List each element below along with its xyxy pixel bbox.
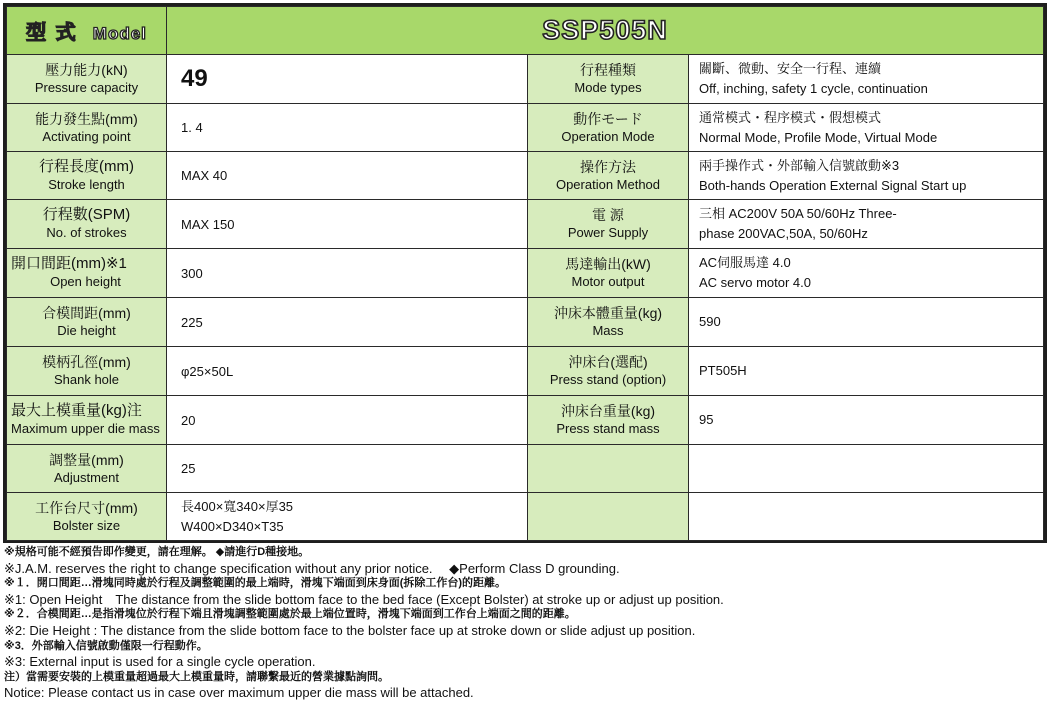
label-zh: 合模間距(mm): [42, 305, 131, 321]
label-operation-method: [528, 152, 689, 200]
label-zh: 行程數(SPM): [42, 206, 131, 223]
value-empty-right: [689, 493, 1044, 541]
label-shank-hole: [7, 347, 167, 396]
label-en: Adjustment: [53, 469, 120, 485]
value-shank-hole: φ25×50L: [167, 347, 528, 396]
label-en: Motor output: [571, 274, 645, 289]
notes: [4, 545, 1049, 701]
label-en: Press stand mass: [556, 421, 660, 436]
label-zh: 電 源: [592, 207, 624, 223]
value-zh: 關斷、微動、安全一行程、連續: [699, 61, 882, 76]
note-line: ※3: External input is used for a single cycle operation.: [4, 654, 316, 670]
value-adjustment: 25: [167, 445, 528, 493]
label-zh: 行程種類: [580, 62, 636, 78]
label-bolster-size: [7, 493, 167, 541]
spec-row: [7, 396, 1044, 445]
label-zh: 工作台尺寸(mm): [35, 499, 138, 516]
label-zh: 動作モード: [573, 110, 643, 127]
note-line: ※3．外部輸入信號啟動僅限一行程動作。: [4, 639, 208, 652]
note-line: ※１．開口間距…滑塊同時處於行程及調整範圍的最上端時，滑塊下端面到床身面(拆除工作台)的距離。: [4, 577, 507, 590]
value-open-height: 300: [167, 249, 528, 298]
spec-table: [3, 3, 1047, 543]
label-open-height: [7, 249, 167, 298]
label-zh: 沖床台重量(kg): [560, 403, 656, 419]
value-operation-mode: [689, 104, 1044, 152]
note-line: ※1: Open Height The distance from the slide bottom face to the bed face (Except Bolster) at stroke up or adjust up position.: [4, 591, 724, 607]
label-adjustment: [7, 445, 167, 493]
note-line: ※２．合模間距…是指滑塊位於行程下端且滑塊調整範圍處於最上端位置時，滑塊下端面到工作台上端面之間的距離。: [4, 608, 576, 621]
spec-row: [7, 493, 1044, 541]
label-activating-point: [7, 104, 167, 152]
note-line: ※規格可能不經預告即作變更，請在理解。 ◆請進行D種接地。: [4, 546, 310, 558]
label-mode-types: [528, 55, 689, 104]
value-zh: 兩手操作式・外部輸入信號啟動※3: [699, 157, 900, 173]
note-line: ※2: Die Height : The distance from the slide bottom face to the bolster face up at stroke down or slide adjust up position.: [4, 622, 696, 638]
value-pressure-capacity: 49: [167, 55, 528, 104]
label-max-upper-die-mass: [7, 396, 167, 445]
model-label-zh: 型 式: [26, 22, 78, 44]
label-en: Bolster size: [52, 517, 121, 533]
value-no-of-strokes: MAX 150: [167, 200, 528, 249]
label-en: Mode types: [574, 80, 642, 95]
spec-row: [7, 104, 1044, 152]
value-zh: AC伺服馬達 4.0: [699, 255, 791, 270]
value-zh: 三相 AC200V 50A 50/60Hz Three-: [699, 206, 897, 221]
label-empty-right: [528, 445, 689, 493]
note-line: ※J.A.M. reserves the right to change specification without any prior notice. ◆Perform Class D grounding.: [4, 560, 620, 576]
label-stroke-length: [7, 152, 167, 200]
label-press-stand-mass: [528, 396, 689, 445]
label-mass: [528, 298, 689, 347]
spec-row: [7, 249, 1044, 298]
value-en: AC servo motor 4.0: [699, 275, 811, 290]
label-en: No. of strokes: [46, 225, 127, 240]
label-en: Press stand (option): [549, 372, 667, 387]
label-en: Maximum upper die mass: [11, 421, 160, 436]
value-mass: 590: [689, 298, 1044, 347]
value-max-upper-die-mass: 20: [167, 396, 528, 445]
value-press-stand-option: PT505H: [689, 347, 1044, 396]
spec-row: [7, 200, 1044, 249]
spec-row: [7, 445, 1044, 493]
label-zh: 馬達輸出(kW): [565, 256, 651, 272]
header-row: [7, 7, 1044, 55]
value-en: W400×D340×T35: [181, 518, 284, 534]
label-en: Die height: [57, 323, 116, 338]
model-name: SSP505N: [167, 7, 1044, 55]
label-zh: 沖床本體重量(kg): [553, 305, 663, 321]
label-motor-output: [528, 249, 689, 298]
label-zh: 模柄孔徑(mm): [42, 354, 131, 370]
value-die-height: 225: [167, 298, 528, 347]
label-zh: 壓力能力(kN): [45, 62, 128, 78]
value-en: Both-hands Operation External Signal Start up: [699, 177, 967, 193]
label-en: Operation Method: [555, 176, 661, 192]
value-operation-method: [689, 152, 1044, 200]
label-power-supply: [528, 200, 689, 249]
label-en: Stroke length: [48, 176, 125, 192]
value-zh: 長400×寬340×厚35: [181, 498, 294, 514]
value-en: Normal Mode, Profile Mode, Virtual Mode: [699, 129, 938, 145]
label-en: Activating point: [42, 128, 131, 144]
label-no-of-strokes: [7, 200, 167, 249]
note-line: 注）當需要安裝的上模重量超過最大上模重量時，請聯繫最近的營業據點詢問。: [4, 670, 389, 683]
value-en: Off, inching, safety 1 cycle, continuation: [699, 81, 928, 96]
label-zh: 行程長度(mm): [39, 157, 134, 175]
spec-row: [7, 55, 1044, 104]
label-en: Open height: [50, 274, 121, 289]
spec-row: [7, 347, 1044, 396]
value-power-supply: [689, 200, 1044, 249]
label-en: Mass: [592, 323, 624, 338]
label-operation-mode: [528, 104, 689, 152]
value-bolster-size: [167, 493, 528, 541]
value-en: phase 200VAC,50A, 50/60Hz: [699, 226, 868, 241]
label-press-stand-option: [528, 347, 689, 396]
label-en: Pressure capacity: [34, 80, 139, 95]
value-activating-point: 1. 4: [167, 104, 528, 152]
label-zh: 開口間距(mm)※1: [11, 255, 127, 272]
label-empty-right: [528, 493, 689, 541]
label-en: Operation Mode: [561, 128, 655, 144]
value-empty-right: [689, 445, 1044, 493]
spec-row: [7, 152, 1044, 200]
model-label-en: Model: [92, 24, 147, 43]
label-pressure-capacity: [7, 55, 167, 104]
label-en: Shank hole: [53, 372, 120, 387]
value-stroke-length: MAX 40: [167, 152, 528, 200]
model-label: [7, 7, 167, 55]
value-zh: 通常模式・程序模式・假想模式: [699, 109, 882, 125]
label-zh: 調整量(mm): [49, 451, 124, 468]
value-press-stand-mass: 95: [689, 396, 1044, 445]
note-line: Notice: Please contact us in case over maximum upper die mass will be attached.: [4, 685, 474, 701]
label-zh: 能力發生點(mm): [35, 110, 138, 127]
label-zh: 最大上模重量(kg)注: [11, 402, 142, 419]
label-zh: 操作方法: [580, 158, 636, 175]
label-die-height: [7, 298, 167, 347]
value-motor-output: [689, 249, 1044, 298]
value-mode-types: [689, 55, 1044, 104]
spec-row: [7, 298, 1044, 347]
label-zh: 沖床台(選配): [568, 354, 648, 370]
label-en: Power Supply: [567, 225, 649, 240]
